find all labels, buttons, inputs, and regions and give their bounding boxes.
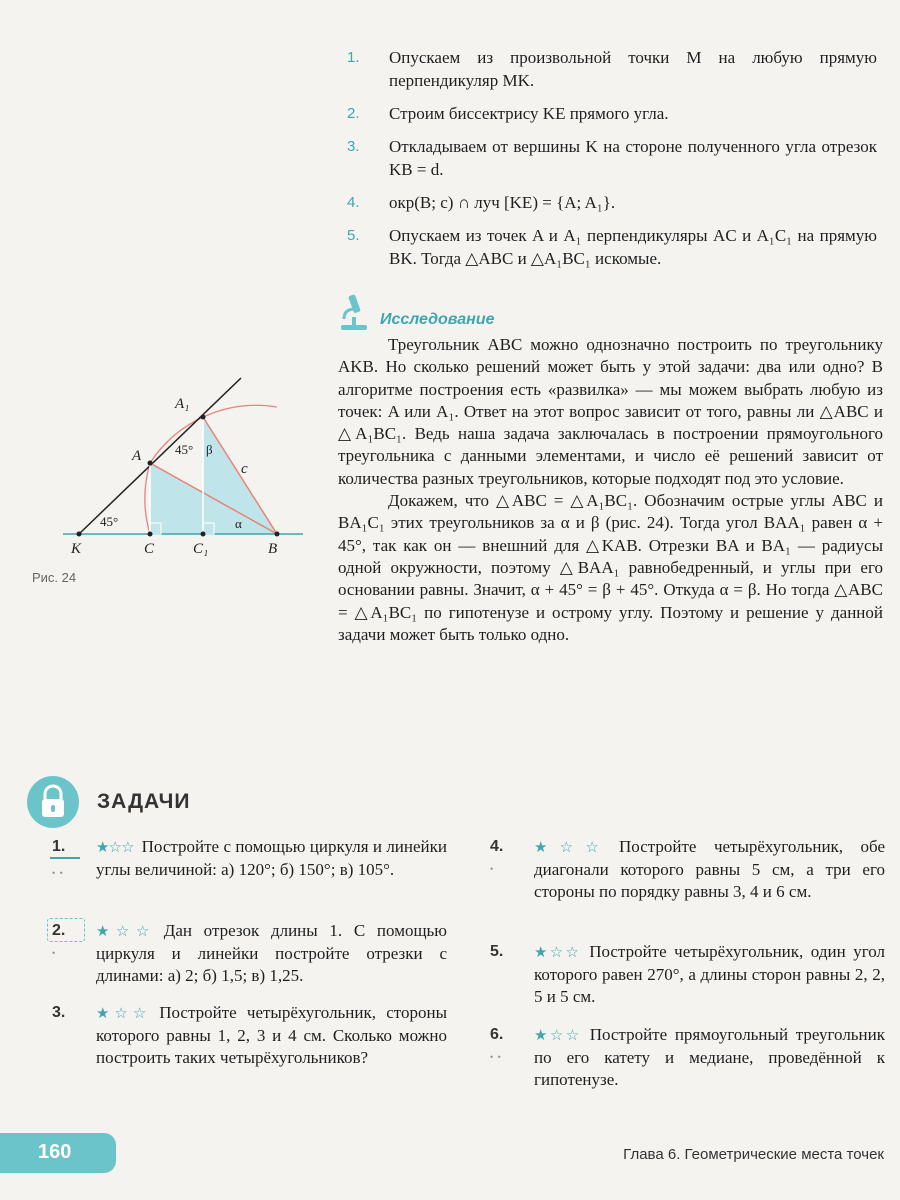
point-c1 (201, 532, 206, 537)
task-text: Постройте четырёхугольник, обе диагонали которого равны 5 см, а три его стороны по порядку равны 3, 4 и 6 см. (534, 837, 885, 901)
step-5 (347, 224, 877, 270)
task-number: 1. (52, 838, 66, 855)
microscope-icon (338, 293, 372, 333)
label-45-top: 45° (175, 442, 194, 457)
task-number: 4. (490, 838, 504, 855)
step-text: Опускаем из точек A и A₁ перпендикуляры AC и A₁C₁ на прямую BK. Тогда △ABC и △A₁BC₁ искомые. (389, 226, 877, 268)
figure-24 (55, 368, 315, 568)
step-number: 1. (347, 49, 360, 66)
task-text-block (96, 1002, 447, 1070)
label-c: C (144, 541, 155, 557)
difficulty-stars-icon: ★☆☆ (96, 922, 156, 940)
chapter-title: Глава 6. Геометрические места точек (623, 1146, 884, 1163)
label-alpha: α (235, 516, 242, 531)
task-text: Постройте четырёхугольник, один угол которого равен 270°, а длины сторон равны 2, 2, 5 и 5 см. (534, 942, 886, 1006)
label-a1: A₁ (175, 396, 190, 412)
step-number: 5. (347, 227, 360, 244)
task-text: Постройте с помощью циркуля и линейки углы величиной: а) 120°; б) 150°; в) 105°. (96, 837, 447, 879)
task-number: 3. (52, 1004, 66, 1021)
step-text: Откладываем от вершины K на стороне полученного угла отрезок KB = d. (389, 137, 877, 179)
task-text-block (534, 836, 885, 904)
label-c-side: c (241, 461, 248, 477)
step-text: Опускаем из произвольной точки M на любую прямую перпендикуляр MK. (389, 48, 877, 90)
figure-caption: Рис. 24 (32, 570, 77, 585)
task-2 (52, 920, 447, 988)
task-dots: • • (52, 868, 64, 878)
step-1 (347, 46, 877, 92)
task-text-block (96, 920, 447, 988)
task-text-block (534, 941, 885, 1009)
task-4 (490, 836, 885, 904)
step-number: 4. (347, 194, 360, 211)
research-paragraph-1: Треугольник ABC можно однозначно построить по треугольнику AKB. Но сколько решений может быть у этой задачи: два или одно? В алгоритме построения есть «развилка» — мы можем выбрать любую из точек: A или A₁. Ответ на этот вопрос зависит от того, равны ли △ABC и △A₁BC₁. Ведь наша задача заключалась в построении прямоугольного треугольника с данными элементами, и число её решений зависит от количества разных треугольников, которые подходят под это условие. (338, 335, 883, 488)
task-number: 6. (490, 1026, 504, 1043)
difficulty-stars-icon: ★☆☆ (534, 1026, 582, 1044)
difficulty-stars-icon: ★☆☆ (96, 838, 134, 856)
label-a: A (132, 448, 142, 464)
research-paragraph-2: Докажем, что △ABC = △A₁BC₁. Обозначим острые углы ABC и BA₁C₁ этих треугольников за α и β (рис. 24). Тогда угол BAA₁ равен α + 45°, так как он — внешний для △KAB. Отрезки BA и BA₁ — радиусы одной окружности, поэтому △BAA₁ равнобедренный, и углы при его основании равны. Значит, α + 45° = β + 45°. Откуда α = β. Но тогда △ABC = △A₁BC₁ по гипотенузе и острому углу. Поэтому и решение у данной задачи может быть только одно. (338, 491, 883, 644)
circle-arc-lower (145, 463, 150, 534)
point-a (148, 461, 153, 466)
task-dots: • (52, 948, 57, 958)
point-k (77, 532, 82, 537)
step-number: 2. (347, 105, 360, 122)
task-6 (490, 1024, 885, 1092)
step-2 (347, 102, 877, 125)
task-dots: • (490, 864, 495, 874)
difficulty-stars-icon: ★☆☆ (534, 838, 612, 856)
label-k: K (71, 541, 82, 557)
label-45-bottom: 45° (100, 514, 119, 529)
task-1 (52, 836, 447, 881)
construction-steps (347, 46, 877, 280)
research-header (338, 292, 883, 334)
label-b: B (268, 541, 278, 557)
task-text-block (534, 1024, 885, 1092)
task-text-block (96, 836, 447, 881)
label-beta: β (206, 442, 213, 457)
label-c1: C₁ (193, 541, 209, 557)
step-number: 3. (347, 138, 360, 155)
triangle-diagram (55, 368, 315, 568)
difficulty-stars-icon: ★☆☆ (96, 1004, 152, 1022)
tasks-title: ЗАДАЧИ (97, 790, 191, 813)
task-number: 5. (490, 943, 504, 960)
point-a1 (201, 415, 206, 420)
task-text: Дан отрезок длины 1. С помощью циркуля и линейки постройте отрезки с длинами: а) 2; б) 1,5; в) 1,25. (96, 921, 447, 985)
task-text: Постройте четырёхугольник, стороны которого равны 1, 2, 3 и 4 см. Сколько можно построить таких четырёхугольников? (96, 1003, 447, 1067)
page-number: 160 (38, 1141, 72, 1163)
task-text: Постройте прямоугольный треугольник по его катету и медиане, проведённой к гипотенузе. (534, 1025, 886, 1089)
step-text: окр(B; c) ∩ луч [KE) = {A; A₁}. (389, 193, 616, 212)
difficulty-stars-icon: ★☆☆ (534, 943, 582, 961)
step-4 (347, 191, 877, 214)
lock-badge (27, 776, 79, 828)
step-3 (347, 135, 877, 181)
research-section (338, 292, 883, 646)
point-b (275, 532, 280, 537)
task-5 (490, 941, 885, 1009)
task-underline (50, 857, 80, 859)
task-dots: • • (490, 1052, 502, 1062)
research-title: Исследование (380, 311, 495, 328)
lock-icon (27, 776, 79, 828)
step-text: Строим биссектрису KE прямого угла. (389, 104, 669, 123)
task-number: 2. (52, 922, 66, 939)
task-3 (52, 1002, 447, 1070)
point-c (148, 532, 153, 537)
